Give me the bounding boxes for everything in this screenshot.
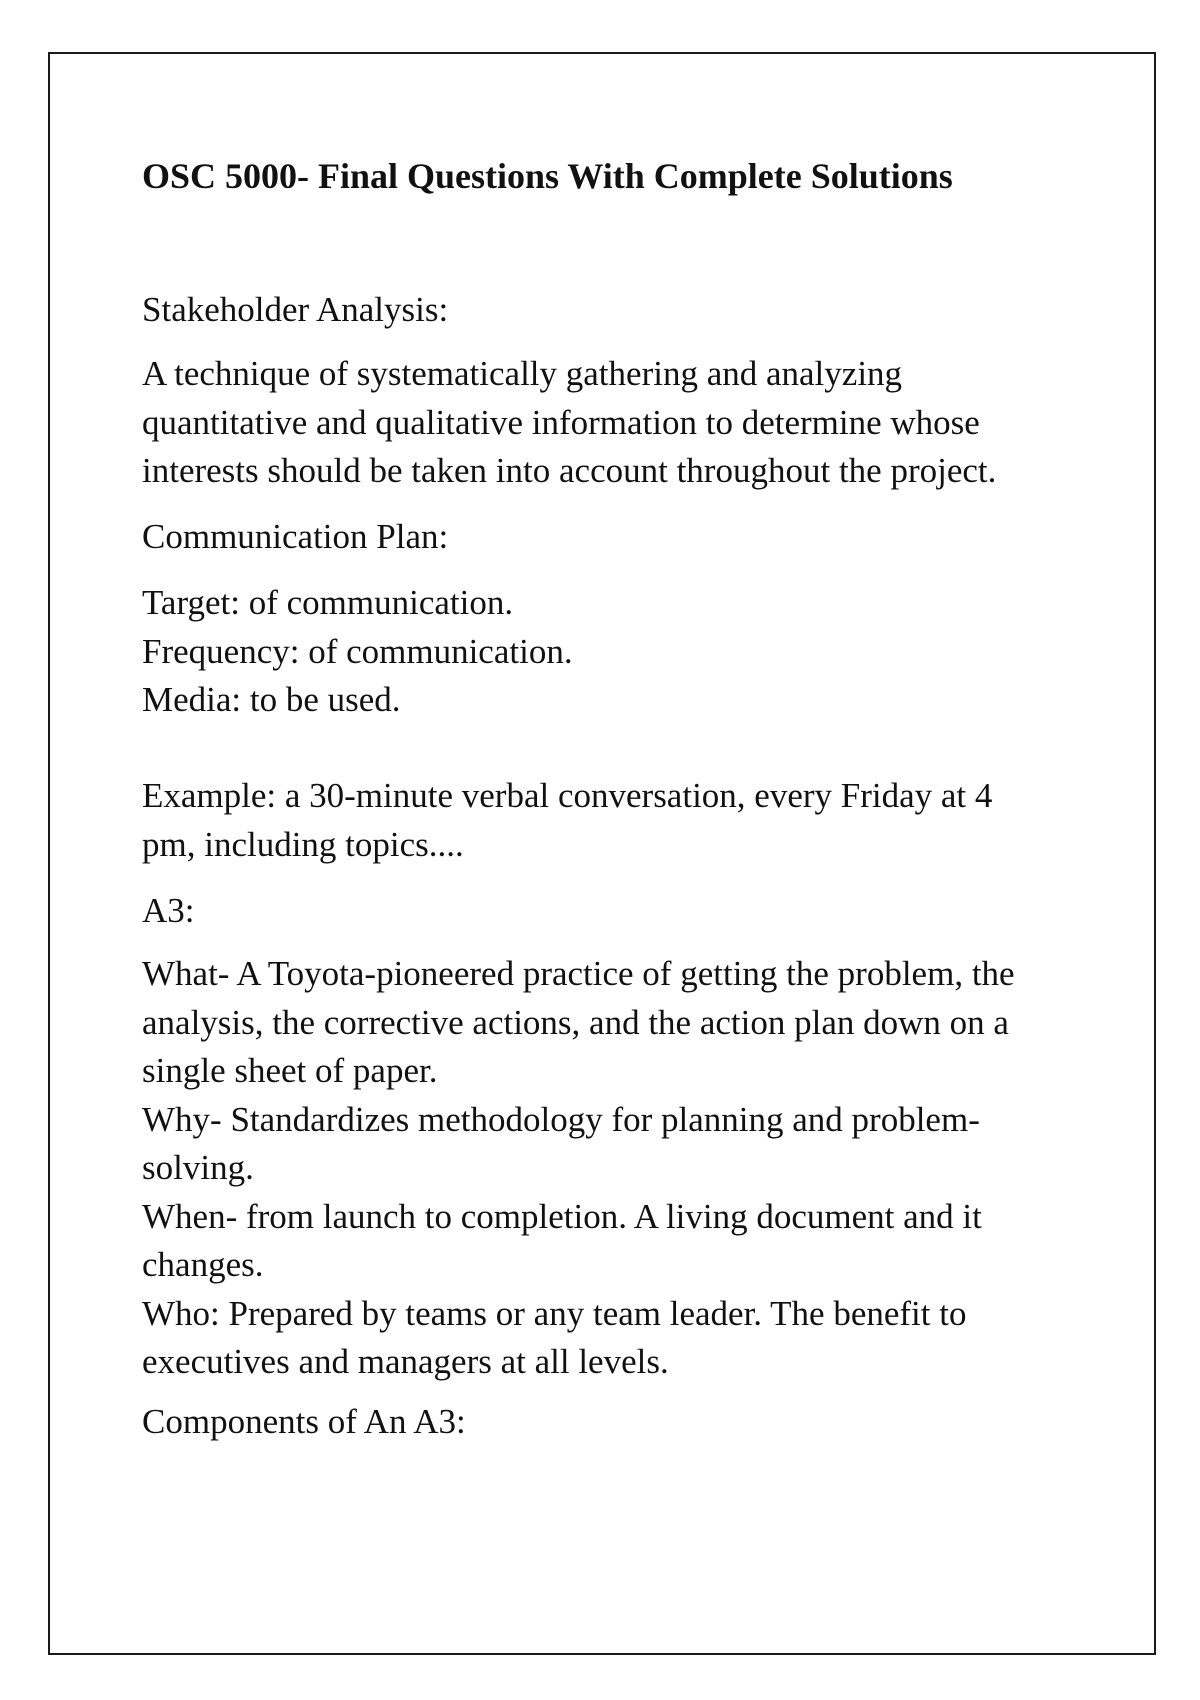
text-line: analysis, the corrective actions, and the action plan down on a [142,1002,1009,1042]
communication-heading: Communication Plan: [142,517,449,556]
text-line: changes. [142,1245,264,1284]
communication-example [142,772,992,869]
components-heading: Components of An A3: [142,1402,466,1441]
document-title: OSC 5000- Final Questions With Complete Solutions [142,156,953,196]
text-line: Who: Prepared by teams or any team leader. The benefit to [142,1293,967,1333]
text-line: What- A Toyota-pioneered practice of getting the problem, the [142,954,1015,993]
text-line: Frequency: of communication. [142,631,573,671]
text-line: A technique of systematically gathering and analyzing [142,354,903,393]
stakeholder-definition [142,350,996,496]
text-line: executives and managers at all levels. [142,1342,669,1381]
text-line: solving. [142,1148,254,1187]
text-line: pm, including topics.... [142,824,464,864]
text-line: When- from launch to completion. A living document and it [142,1196,982,1236]
text-line: Example: a 30-minute verbal conversation, every Friday at 4 [142,776,993,815]
text-line: Target: of communication. [142,583,514,622]
text-line: interests should be taken into account throughout the project. [142,451,997,490]
a3-heading: A3: [142,891,195,930]
text-line: single sheet of paper. [142,1051,438,1090]
a3-details [142,950,1015,1387]
communication-items [142,579,573,725]
text-line: Media: to be used. [142,680,401,719]
text-line: Why- Standardizes methodology for planning and problem- [142,1099,980,1139]
stakeholder-heading: Stakeholder Analysis: [142,290,449,329]
text-line: quantitative and qualitative information to determine whose [142,402,980,442]
